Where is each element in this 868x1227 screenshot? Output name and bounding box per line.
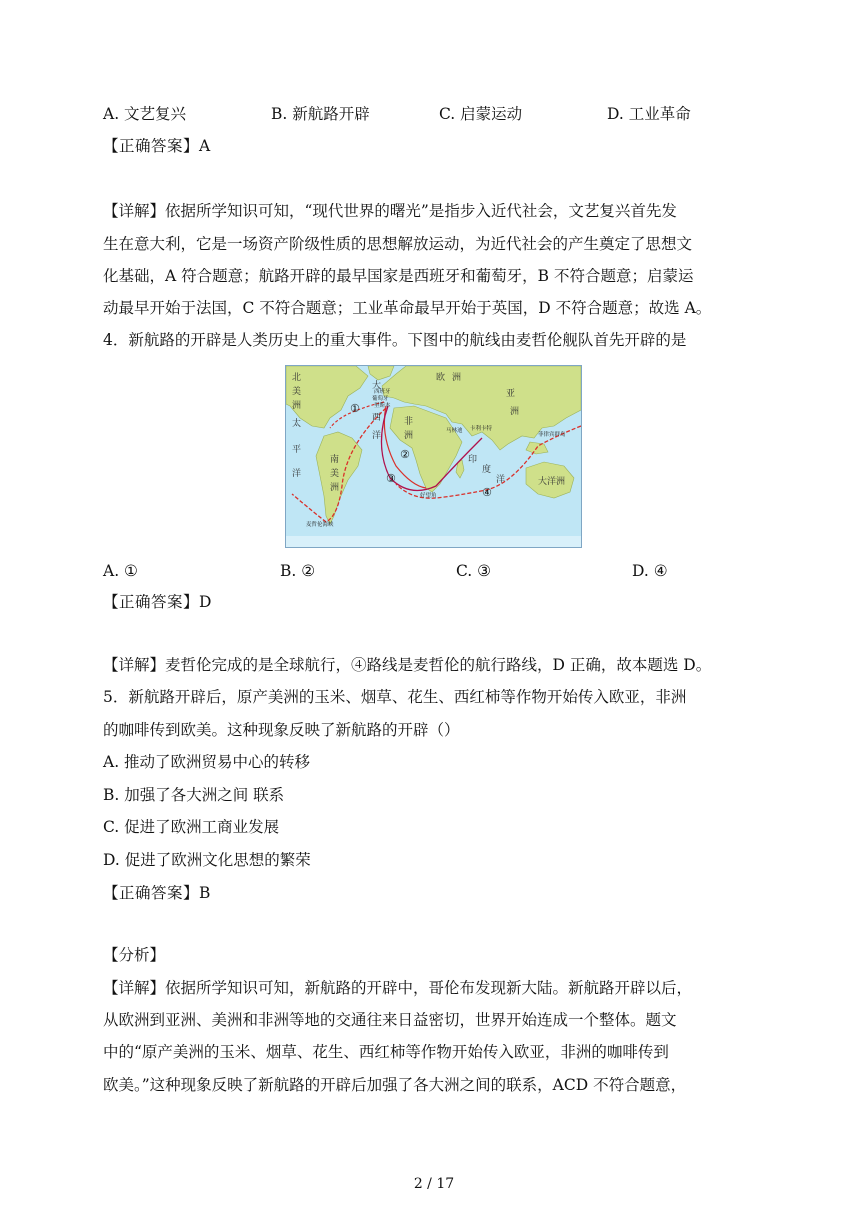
map-label: 洋 (496, 475, 506, 485)
q5-detail-line: 【详解】依据所学知识可知，新航路的开辟中，哥伦布发现新大陆。新航路开辟以后， (103, 979, 693, 997)
q3-detail-line: 生在意大利，它是一场资产阶级性质的思想解放运动，为近代社会的产生奠定了思想文 (103, 235, 693, 253)
map-label: 南 (330, 455, 340, 465)
q4-option-d: D. ④ (632, 562, 668, 580)
antarctica-strip (286, 536, 581, 547)
map-label: 洲 (330, 483, 340, 493)
q5-option-b: B. 加强了各大洲之间 联系 (103, 786, 285, 804)
map-label: 亚 (506, 389, 516, 399)
map-label: 太 (292, 419, 302, 429)
map-label: 洋 (372, 431, 382, 441)
map-place-label: 葡萄牙 (372, 396, 389, 402)
map-label: 洲 (292, 401, 302, 411)
route-marker-2: ② (400, 448, 410, 461)
q5-stem-line: 5．新航路开辟后，原产美洲的玉米、烟草、花生、西红柿等作物开始传入欧亚，非洲 (103, 688, 687, 706)
map-place-label: 菲律宾群岛 (538, 432, 566, 438)
q5-detail-line: 从欧洲到亚洲、美洲和非洲等地的交通往来日益密切，世界开始连成一个整体。题文 (103, 1011, 677, 1029)
q3-answer: 【正确答案】A (103, 137, 211, 155)
map-place-label: 西班牙 (374, 389, 391, 395)
q4-stem: 4．新航路的开辟是人类历史上的重大事件。下图中的航线由麦哲伦舰队首先开辟的是 (103, 331, 687, 349)
world-map-figure (285, 365, 582, 548)
q5-option-d: D. 促进了欧洲文化思想的繁荣 (103, 851, 311, 869)
q3-detail-line: 【详解】依据所学知识可知，“现代世界的曙光”是指步入近代社会，文艺复兴首先发 (103, 202, 677, 220)
map-label: 洲 (404, 431, 414, 441)
route-marker-1: ① (350, 402, 360, 415)
map-label: 北 (292, 373, 302, 383)
q3-option-d: D. 工业革命 (607, 105, 691, 123)
q4-option-c: C. ③ (456, 562, 492, 580)
route-marker-3: ③ (386, 472, 396, 485)
map-label: 洋 (292, 469, 302, 479)
map-label: 大 (372, 381, 382, 391)
map-label: 洲 (452, 373, 462, 383)
map-place-label: 好望角 (420, 493, 437, 499)
q3-detail-line: 化基础，A 符合题意；航路开辟的最早国家是西班牙和葡萄牙，B 不符合题意；启蒙运 (103, 267, 694, 285)
map-label: 美 (330, 469, 340, 479)
map-label: 大洋洲 (538, 477, 566, 487)
map-label: 欧 (436, 373, 446, 383)
map-place-label: 麦哲伦海峡 (306, 522, 334, 528)
map-place-label: 马林迪 (446, 428, 463, 434)
q4-answer: 【正确答案】D (103, 593, 212, 611)
q3-option-a: A. 文艺复兴 (103, 105, 187, 123)
q4-detail: 【详解】麦哲伦完成的是全球航行，④路线是麦哲伦的航行路线，D 正确，故本题选 D。 (103, 656, 712, 674)
q5-option-c: C. 促进了欧洲工商业发展 (103, 818, 280, 836)
map-label: 平 (292, 445, 302, 455)
page-number: 2 / 17 (413, 1176, 455, 1192)
q3-option-b: B. 新航路开辟 (271, 105, 370, 123)
q5-detail-line: 欧美。”这种现象反映了新航路的开辟后加强了各大洲之间的联系，ACD 不符合题意， (103, 1076, 687, 1094)
map-label: 印 (468, 455, 478, 465)
map-place-label: 里斯本 (374, 403, 391, 409)
q5-answer: 【正确答案】B (103, 884, 211, 902)
q4-option-b: B. ② (280, 562, 316, 580)
map-label: 美 (292, 387, 302, 397)
q5-detail-line: 中的“原产美洲的玉米、烟草、花生、西红柿等作物开始传入欧亚，非洲的咖啡传到 (103, 1043, 669, 1061)
q5-stem-line: 的咖啡传到欧美。这种现象反映了新航路的开辟（） (103, 721, 460, 739)
map-label: 洲 (510, 407, 520, 417)
map-label: 非 (404, 417, 414, 427)
route-marker-4: ④ (482, 486, 492, 499)
q4-option-a: A. ① (103, 562, 138, 580)
q3-detail-line: 动最早开始于法国，C 不符合题意；工业革命最早开始于英国，D 不符合题意；故选 A。 (103, 299, 712, 317)
q3-option-c: C. 启蒙运动 (439, 105, 523, 123)
q5-option-a: A. 推动了欧洲贸易中心的转移 (103, 753, 311, 771)
q5-analysis-heading: 【分析】 (103, 946, 166, 964)
map-label: 度 (482, 465, 492, 475)
map-place-label: 卡利卡特 (470, 426, 493, 432)
map-label: 西 (372, 413, 382, 423)
